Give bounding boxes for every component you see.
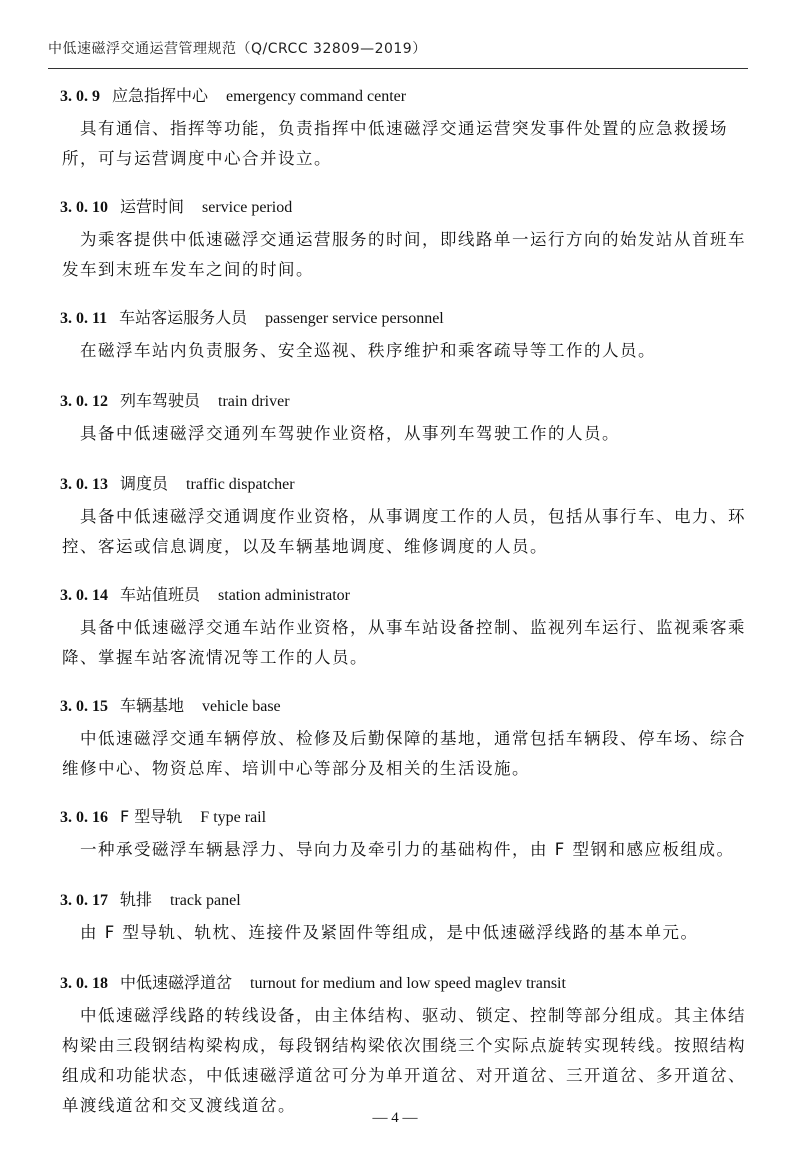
term-number: 3. 0. 11 xyxy=(60,310,108,327)
term-name-zh: 轨排 xyxy=(120,890,153,909)
term-name-en: train driver xyxy=(218,393,290,410)
term-name-en: emergency command center xyxy=(226,88,407,105)
term-number: 3. 0. 9 xyxy=(60,88,100,105)
term-name-en: station administrator xyxy=(218,587,350,604)
term-number: 3. 0. 17 xyxy=(60,892,108,909)
term-name-zh: F 型导轨 xyxy=(120,807,183,826)
term-name-en: track panel xyxy=(170,892,241,909)
running-header: 中低速磁浮交通运营管理规范（Q/CRCC 32809—2019） xyxy=(48,41,427,57)
term-name-zh: 应急指挥中心 xyxy=(112,86,209,105)
term-definition: 为乘客提供中低速磁浮交通运营服务的时间，即线路单一运行方向的始发站从首班车发车到末班车发车之间的时间。 xyxy=(62,230,746,279)
term-definition: 由 F 型导轨、轨枕、连接件及紧固件等组成，是中低速磁浮线路的基本单元。 xyxy=(80,923,699,942)
term-name-zh: 车站值班员 xyxy=(120,585,201,604)
term-heading xyxy=(60,805,266,830)
term-number: 3. 0. 14 xyxy=(60,587,108,604)
term-heading xyxy=(60,694,281,719)
term-number: 3. 0. 18 xyxy=(60,975,108,992)
term-definition: 具有通信、指挥等功能，负责指挥中低速磁浮交通运营突发事件处置的应急救援场所，可与运营调度中心合并设立。 xyxy=(62,119,728,168)
term-name-en: vehicle base xyxy=(202,698,281,715)
term-definition: 中低速磁浮交通车辆停放、检修及后勤保障的基地，通常包括车辆段、停车场、综合维修中心、物资总库、培训中心等部分及相关的生活设施。 xyxy=(62,729,746,778)
term-definition: 具备中低速磁浮交通调度作业资格，从事调度工作的人员，包括从事行车、电力、环控、客运或信息调度，以及车辆基地调度、维修调度的人员。 xyxy=(62,507,746,556)
page-number: — 4 — xyxy=(372,1110,418,1126)
term-number: 3. 0. 15 xyxy=(60,698,108,715)
term-name-zh: 车站客运服务人员 xyxy=(119,308,248,327)
term-name-en: service period xyxy=(202,199,293,216)
term-definition: 中低速磁浮线路的转线设备，由主体结构、驱动、锁定、控制等部分组成。其主体结构梁由三段钢结构梁构成，每段钢结构梁依次围绕三个实际点旋转实现转线。按照结构组成和功能状态，中低速磁浮道岔可分为单开道岔、对开道岔、三开道岔、多开道岔、单渡线道岔和交叉渡线道岔。 xyxy=(62,1006,746,1115)
term-heading xyxy=(60,195,292,220)
term-name-zh: 中低速磁浮道岔 xyxy=(120,973,233,992)
term-definition: 在磁浮车站内负责服务、安全巡视、秩序维护和乘客疏导等工作的人员。 xyxy=(80,341,656,360)
term-name-en: turnout for medium and low speed maglev transit xyxy=(250,975,566,992)
term-heading xyxy=(60,306,444,331)
term-name-en: traffic dispatcher xyxy=(186,476,295,493)
term-heading xyxy=(60,389,290,414)
term-heading xyxy=(60,971,566,996)
term-name-en: F type rail xyxy=(200,809,267,826)
term-heading xyxy=(60,888,241,913)
term-name-zh: 调度员 xyxy=(120,474,169,493)
term-number: 3. 0. 12 xyxy=(60,393,108,410)
term-heading xyxy=(60,472,295,497)
term-heading xyxy=(60,84,406,109)
term-definition: 具备中低速磁浮交通车站作业资格，从事车站设备控制、监视列车运行、监视乘客乘降、掌握车站客流情况等工作的人员。 xyxy=(62,618,746,667)
header-rule xyxy=(48,68,748,69)
term-name-en: passenger service personnel xyxy=(265,310,444,327)
term-name-zh: 列车驾驶员 xyxy=(120,391,201,410)
term-name-zh: 运营时间 xyxy=(120,197,185,216)
term-heading xyxy=(60,583,350,608)
term-number: 3. 0. 16 xyxy=(60,809,108,826)
term-definition: 一种承受磁浮车辆悬浮力、导向力及牵引力的基础构件，由 F 型钢和感应板组成。 xyxy=(80,840,735,859)
term-number: 3. 0. 10 xyxy=(60,199,108,216)
term-number: 3. 0. 13 xyxy=(60,476,108,493)
term-name-zh: 车辆基地 xyxy=(120,696,185,715)
term-definition: 具备中低速磁浮交通列车驾驶作业资格，从事列车驾驶工作的人员。 xyxy=(80,424,620,443)
